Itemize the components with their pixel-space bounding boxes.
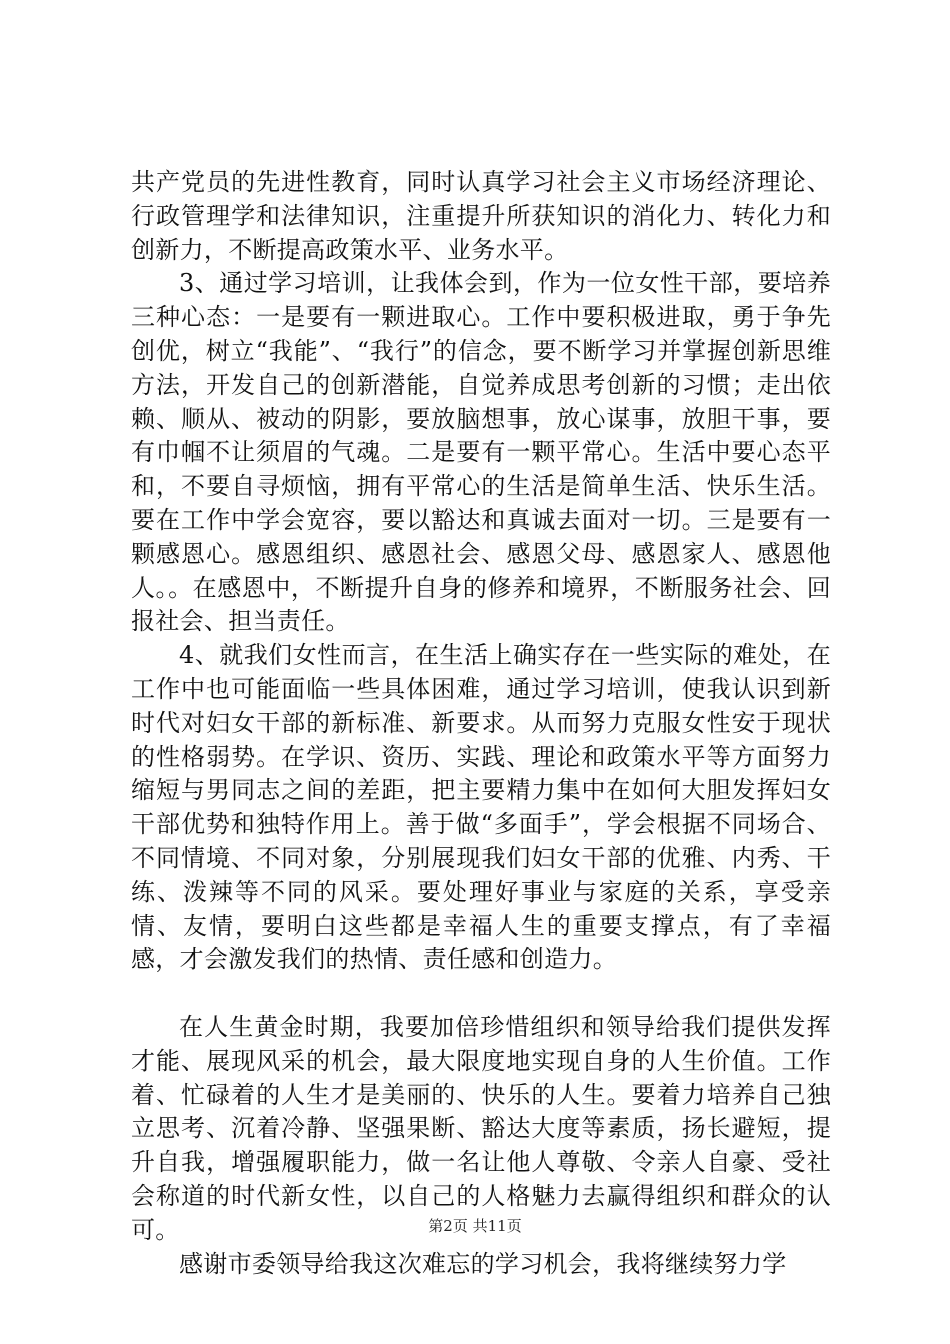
paragraph-continuation: 共产党员的先进性教育，同时认真学习社会主义市场经济理论、行政管理学和法律知识，注重提升所获知识的消化力、转化力和创新力，不断提高政策水平、业务水平。	[131, 168, 831, 264]
paragraph-point-3: 3、通过学习培训，让我体会到，作为一位女性干部，要培养三种心态：一是要有一颗进取心。工作中要积极进取，勇于争先创优，树立“我能”、“我行”的信念，要不断学习并掌握创新思维方法，开发自己的创新潜能，自觉养成思考创新的习惯；走出依赖、顺从、被动的阴影，要放脑想事，放心谋事，放胆干事，要有巾帼不让须眉的气魂。二是要有一颗平常心。生活中要心态平和，不要自寻烦恼，拥有平常心的生活是简单生活、快乐生活。要在工作中学会宽容，要以豁达和真诚去面对一切。三是要有一颗感恩心。感恩组织、感恩社会、感恩父母、感恩家人、感恩他人。。在感恩中，不断提升自身的修养和境界，不断服务社会、回报社会、担当责任。	[131, 269, 831, 636]
page-number-footer: 第2页 共11页	[428, 1217, 522, 1235]
paragraph-thanks: 感谢市委领导给我这次难忘的学习机会，我将继续努力学	[179, 1249, 787, 1278]
paragraph-point-4: 4、就我们女性而言，在生活上确实存在一些实际的难处，在工作中也可能面临一些具体困难，通过学习培训，使我认识到新时代对妇女干部的新标准、新要求。从而努力克服女性安于现状的性格弱势。在学识、资历、实践、理论和政策水平等方面努力缩短与男同志之间的差距，把主要精力集中在如何大胆发挥妇女干部优势和独特作用上。善于做“多面手”，学会根据不同场合、不同情境、不同对象，分别展现我们妇女干部的优雅、内秀、干练、泼辣等不同的风采。要处理好事业与家庭的关系，享受亲情、友情，要明白这些都是幸福人生的重要支撑点，有了幸福感，才会激发我们的热情、责任感和创造力。	[131, 641, 831, 974]
document-body	[131, 166, 831, 1281]
paragraph-summary: 在人生黄金时期，我要加倍珍惜组织和领导给我们提供发挥才能、展现风采的机会，最大限度地实现自身的人生价值。工作着、忙碌着的人生才是美丽的、快乐的人生。要着力培养自己独立思考、沉着冷静、坚强果断、豁达大度等素质，扬长避短，提升自我，增强履职能力，做一名让他人尊敬、令亲人自豪、受社会称道的时代新女性，以自己的人格魅力去赢得组织和群众的认可。	[131, 1012, 831, 1244]
